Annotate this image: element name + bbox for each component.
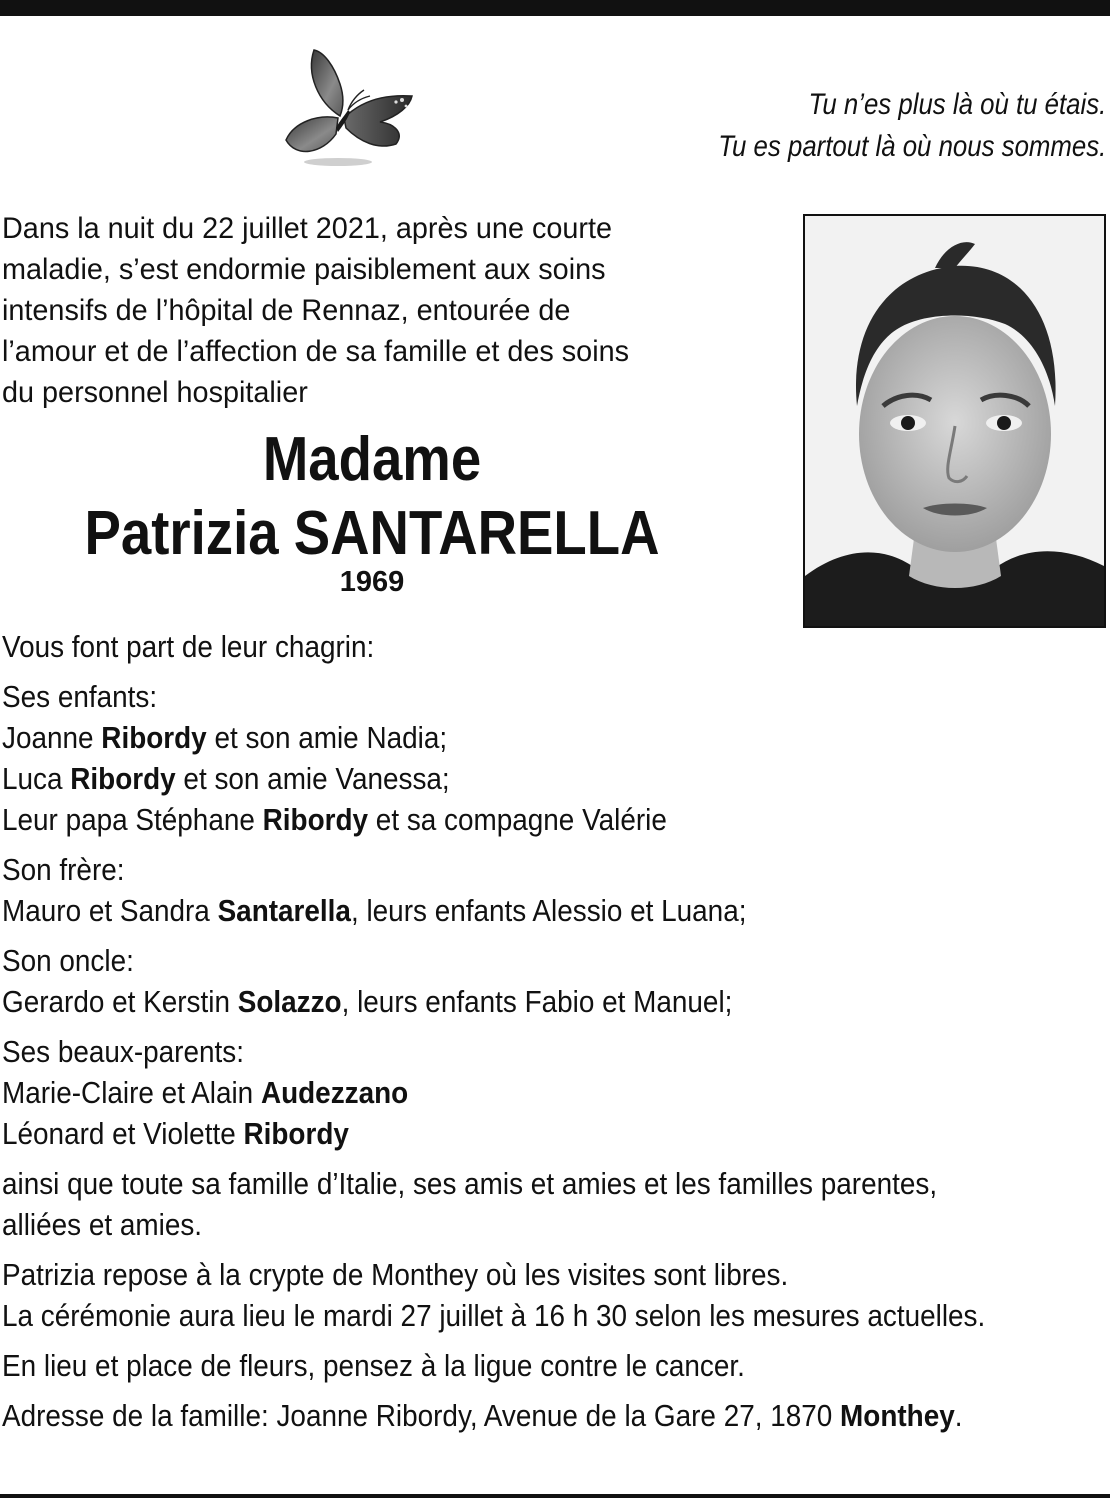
paragraph-line: alliées et amies.	[2, 1207, 203, 1242]
honorific-title: Madame	[262, 425, 482, 494]
top-rule	[0, 0, 1110, 16]
extended-family-paragraph	[2, 1163, 1010, 1245]
quote-line: Tu es partout là où nous sommes.	[717, 130, 1106, 163]
inlaws-section	[2, 1031, 1010, 1154]
section-heading: Son frère:	[2, 852, 125, 887]
text: Leur papa Stéphane	[2, 802, 263, 837]
intro-line: du personnel hospitalier	[2, 376, 308, 409]
text: .	[954, 1398, 963, 1433]
quote-line: Tu n’es plus là où tu étais.	[808, 88, 1106, 121]
paragraph-line: La cérémonie aura lieu le mardi 27 juillet à 16 h 30 selon les mesures actuelles.	[2, 1298, 986, 1333]
section-heading: Ses enfants:	[2, 679, 158, 714]
text: Luca	[2, 761, 71, 796]
text: , leurs enfants Alessio et Luana;	[350, 893, 747, 928]
flowers-paragraph	[2, 1345, 1010, 1386]
text: Marie-Claire et Alain	[2, 1075, 261, 1110]
intro-paragraph	[2, 208, 714, 413]
city: Monthey	[840, 1398, 955, 1433]
family-address	[2, 1395, 1010, 1436]
ceremony-paragraph	[2, 1254, 1010, 1336]
bottom-rule	[0, 1494, 1110, 1498]
surname: Ribordy	[101, 720, 207, 755]
family-member-line	[2, 1113, 1010, 1154]
birth-year: 1969	[339, 566, 405, 598]
intro-line: intensifs de l’hôpital de Rennaz, entourée de	[2, 294, 571, 327]
section-heading: Son oncle:	[2, 943, 134, 978]
deceased-name-block	[0, 423, 744, 599]
text: et son amie Nadia;	[206, 720, 448, 755]
family-member-line	[2, 758, 1010, 799]
butterfly-icon	[278, 44, 420, 168]
announce-line: Vous font part de leur chagrin:	[2, 629, 375, 664]
brother-section	[2, 849, 1010, 931]
portrait-illustration	[805, 216, 1104, 626]
text: Joanne	[2, 720, 102, 755]
surname: Audezzano	[260, 1075, 409, 1110]
deceased-name: Patrizia SANTARELLA	[84, 499, 660, 568]
intro-line: l’amour et de l’affection de sa famille et des soins	[2, 335, 630, 368]
intro-line: maladie, s’est endormie paisiblement aux soins	[2, 253, 606, 286]
text: Adresse de la famille: Joanne Ribordy, Avenue de la Gare 27, 1870	[2, 1398, 841, 1433]
epigraph-quote	[718, 84, 1106, 168]
surname: Ribordy	[70, 761, 176, 796]
family-member-line	[2, 717, 1010, 758]
surname: Solazzo	[237, 984, 342, 1019]
text: Mauro et Sandra	[2, 893, 218, 928]
uncle-section	[2, 940, 1010, 1022]
surname: Ribordy	[243, 1116, 349, 1151]
paragraph-line: ainsi que toute sa famille d’Italie, ses amis et amies et les familles parentes,	[2, 1166, 938, 1201]
paragraph-line: En lieu et place de fleurs, pensez à la ligue contre le cancer.	[2, 1348, 745, 1383]
text: , leurs enfants Fabio et Manuel;	[341, 984, 733, 1019]
announcement-body	[2, 626, 1010, 1445]
intro-line: Dans la nuit du 22 juillet 2021, après une courte	[2, 212, 613, 245]
family-member-line	[2, 799, 1010, 840]
text: et sa compagne Valérie	[368, 802, 667, 837]
family-member-line	[2, 1072, 1010, 1113]
address-paragraph	[2, 1395, 1010, 1436]
family-member-line	[2, 890, 1010, 931]
family-member-line	[2, 981, 1010, 1022]
text: Léonard et Violette	[2, 1116, 244, 1151]
surname: Santarella	[217, 893, 351, 928]
text: Gerardo et Kerstin	[2, 984, 238, 1019]
children-section	[2, 676, 1010, 840]
paragraph-line: Patrizia repose à la crypte de Monthey où les visites sont libres.	[2, 1257, 789, 1292]
surname: Ribordy	[262, 802, 369, 837]
section-heading: Ses beaux-parents:	[2, 1034, 244, 1069]
text: et son amie Vanessa;	[175, 761, 450, 796]
portrait-photo	[803, 214, 1106, 628]
